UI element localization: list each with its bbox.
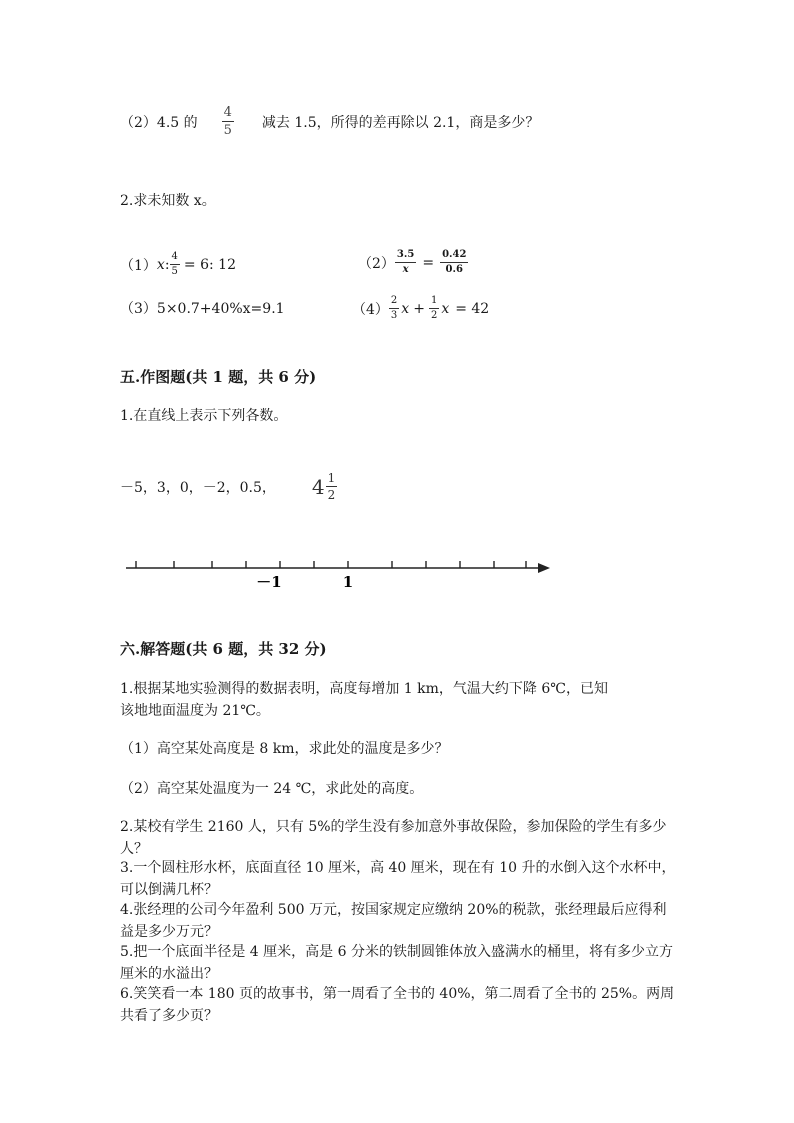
fraction-numerator: 4 [223,105,232,120]
mixed-whole: 4 [311,474,325,499]
ratio-colon: : [164,256,170,273]
fraction-denominator: 5 [223,123,232,138]
equation-rhs: = 42 [455,300,490,317]
plus-sign: + [413,300,425,317]
numbers-list: －5，3，0，－2，0.5， [120,479,276,496]
q-prefix: （2）4.5 的 [120,114,198,131]
equation-rhs: = 6: 12 [183,256,236,273]
section-6-heading: 六.解答题(共 6 题，共 32 分) [120,640,327,658]
s6-q1-line2: 该地地面温度为 21℃。 [120,703,270,719]
s6-q1-sub2: （2）高空某处温度为一 24 ℃，求此处的高度。 [120,781,424,797]
mixed-fraction [326,472,338,501]
fraction-numerator: 3.5 [395,250,416,263]
axis-label-one: 1 [342,573,354,591]
fraction-numerator: 4 [170,252,180,265]
fraction-denominator: 2 [430,310,438,321]
mixed-number [312,472,337,501]
q2-part1 [120,252,236,277]
s6-q1-line1: 1.根据某地实验测得的数据表明，高度每增加 1 km，气温大约下降 6℃，已知 [120,681,608,697]
number-line [120,556,560,596]
fraction [170,252,180,277]
q2-part4 [352,296,489,321]
part-label: （4） [352,301,389,318]
equals-sign: = [422,254,435,271]
axis-label-minus-one: －1 [256,573,282,591]
fraction-denominator: 2 [327,488,336,502]
var-x: x [401,300,410,317]
number-line-ticks [136,561,526,568]
fraction-numerator: 2 [389,296,399,309]
s6-q5: 5.把一个底面半径是 4 厘米，高是 6 分米的铁制圆锥体放入盛满水的桶里，将有多少立方厘米的水溢出？ [120,944,673,982]
fraction-right [440,250,468,275]
q2-part2 [358,250,468,275]
q2-part3: （3）5×0.7+40%x=9.1 [120,301,285,317]
fraction-numerator: 0.42 [440,250,468,263]
q2-title: 2.求未知数 x。 [120,193,216,209]
q-suffix: 减去 1.5，所得的差再除以 2.1，商是多少？ [261,114,540,131]
fraction-denominator: 3 [390,310,398,321]
fraction-numerator: 1 [429,296,439,309]
fraction-one-half [429,296,439,321]
part-label: （1） [120,257,157,274]
section-5-heading: 五.作图题(共 1 题，共 6 分) [120,368,317,386]
var-x: x [156,256,165,273]
s6-q4: 4.张经理的公司今年盈利 500 万元，按国家规定应缴纳 20%的税款，张经理最后应得利益是多少万元？ [120,902,667,940]
fraction-denominator: x [402,264,409,275]
question-4-5-fraction [120,106,539,137]
fraction-numerator: 1 [327,471,336,485]
var-x: x [441,300,450,317]
s6-q6: 6.笑笑看一本 180 页的故事书，第一周看了全书的 40%，第二周看了全书的 25%。两周共看了多少页？ [120,986,675,1024]
section-5-q1-title: 1.在直线上表示下列各数。 [120,408,288,424]
s6-q3: 3.一个圆柱形水杯，底面直径 10 厘米，高 40 厘米，现在有 10 升的水倒入这个水杯中，可以倒满几杯？ [120,860,676,898]
fraction-left [395,250,416,275]
number-line-arrow [538,563,550,573]
s6-q1-sub1: （1）高空某处高度是 8 km，求此处的温度是多少？ [120,741,449,757]
part-label: （2） [358,255,395,272]
numbers-to-plot [120,472,337,501]
fraction-two-thirds [389,296,399,321]
fraction-denominator: 5 [171,266,178,277]
s6-q2: 2.某校有学生 2160 人，只有 5%的学生没有参加意外事故保险，参加保险的学生有多少人？ [120,819,667,857]
fraction-denominator: 0.6 [445,264,463,275]
fraction-four-fifths [222,106,234,137]
